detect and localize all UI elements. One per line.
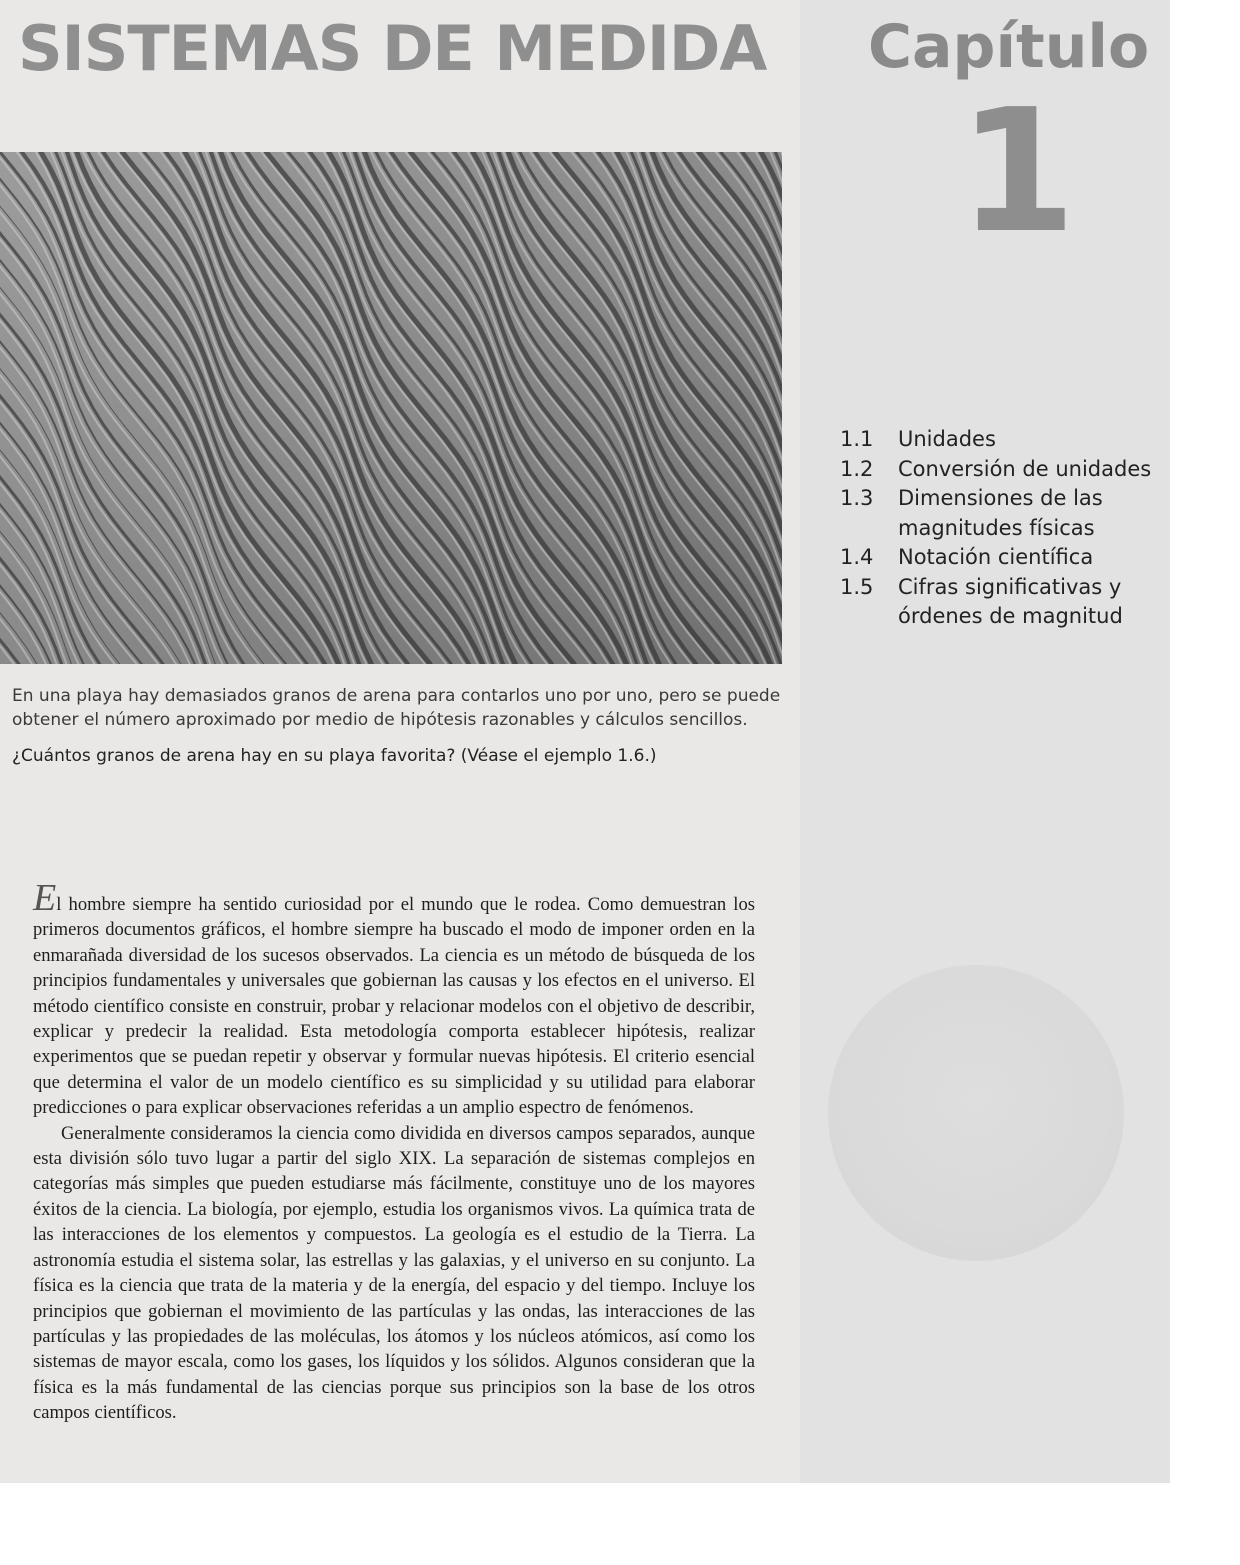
toc-number: 1.5 xyxy=(840,574,874,599)
chapter-body xyxy=(33,877,755,1426)
chapter-contents xyxy=(840,425,1160,632)
toc-number: 1.1 xyxy=(840,427,874,451)
caption-text: En una playa hay demasiados granos de arena para contarlos uno por uno, pero se puede obtener el número aproximado por medio de hipótesis razonables y cálculos sencillos. xyxy=(12,686,781,730)
toc-item[interactable] xyxy=(840,455,1160,485)
toc-item[interactable] xyxy=(840,425,1160,455)
chapter-title: SISTEMAS DE MEDIDA xyxy=(18,12,767,85)
paragraph-text: l hombre siempre ha sentido curiosidad por el mundo que le rodea. Como demuestran los primeros documentos gráficos, el hombre siempre ha buscado el modo de imponer orden en la enmarañada diversidad de los sucesos observados. La ciencia es un método de búsqueda de los principios fundamentales y universales que gobiernan las causas y los efectos en el universo. El método científico consiste en construir, probar y relacionar modelos con el objetivo de describir, explicar y predecir la realidad. Esta metodología comporta establecer hipótesis, realizar experimentos que se puedan repetir y observar y formular nuevas hipótesis. El criterio esencial que determina el valor de un modelo científico es su simplicidad y su utilidad para elaborar predicciones o para explicar observaciones referidas a un amplio espectro de fenómenos. xyxy=(33,894,755,1119)
toc-number: 1.2 xyxy=(840,456,874,481)
toc-title: Notación científica xyxy=(898,545,1094,569)
sand-ripples-photo xyxy=(0,152,782,664)
toc-number: 1.3 xyxy=(840,486,874,510)
page-margin xyxy=(1170,0,1240,1565)
chapter-label: Capítulo xyxy=(868,12,1150,82)
body-paragraph xyxy=(33,877,755,1121)
drop-cap: E xyxy=(33,877,57,919)
toc-item[interactable] xyxy=(840,573,1160,632)
faded-globe-figure xyxy=(828,965,1124,1261)
body-paragraph: Generalmente consideramos la ciencia como dividida en diversos campos separados, aunque esta división sólo tuvo lugar a partir del siglo XIX. La separación de sistemas complejos en categorías más simples que pueden estudiarse más fácilmente, constituye uno de los mayores éxitos de la ciencia. La biología, por ejemplo, estudia los organismos vivos. La química trata de las interacciones de los elementos y compuestos. La geología es el estudio de la Tierra. La astronomía estudia el sistema solar, las estrellas y las galaxias, y el universo en su conjunto. La física es la ciencia que trata de la materia y de la energía, del espacio y del tiempo. Incluye los principios que gobiernan el movimiento de las partículas y las ondas, las interacciones de las partículas y las propiedades de las moléculas, los átomos y los núcleos atómicos, así como los sistemas de mayor escala, como los gases, los líquidos y los sólidos. Algunos consideran que la física es la más fundamental de las ciencias porque sus principios son la base de los otros campos científicos. xyxy=(33,1122,755,1424)
toc-title: Cifras significativas y órdenes de magnitud xyxy=(898,574,1123,628)
sand-ripples-image xyxy=(0,152,782,664)
chapter-number: 1 xyxy=(958,73,1077,271)
toc-item[interactable] xyxy=(840,543,1160,573)
toc-title: Dimensiones de las magnitudes físicas xyxy=(898,486,1103,540)
toc-title: Unidades xyxy=(898,427,996,451)
figure-caption xyxy=(12,684,782,768)
toc-number: 1.4 xyxy=(840,545,874,569)
toc-title: Conversión de unidades xyxy=(898,456,1152,481)
page-margin xyxy=(0,1483,1240,1565)
caption-question: ¿Cuántos granos de arena hay en su playa favorita? (Véase el ejemplo 1.6.) xyxy=(12,746,657,766)
toc-item[interactable] xyxy=(840,484,1160,543)
